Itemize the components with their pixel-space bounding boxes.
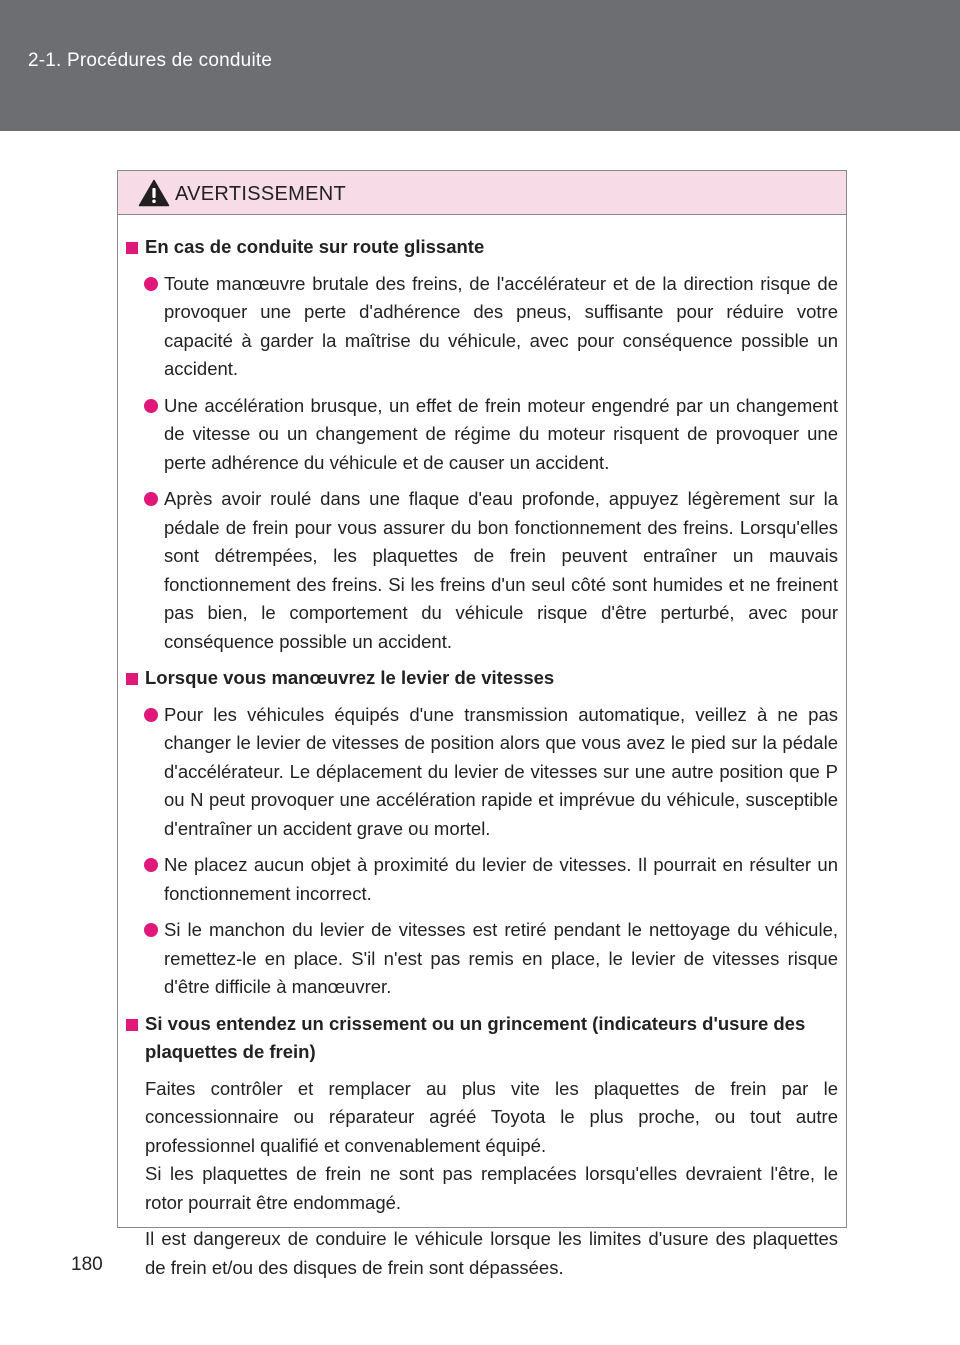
bullet-item: Toute manœuvre brutale des freins, de l'accélérateur et de la direction risque de provoquer une perte d'adhérence des pneus, suffisante pour réduire votre capacité à garder la maîtrise du véhicule, avec pour conséquence possible un accident. [126,270,838,384]
round-bullet-icon [144,708,158,722]
warning-box [117,170,847,1278]
section-title: 2-1. Procédures de conduite [28,50,273,71]
paragraph: Si les plaquettes de frein ne sont pas remplacées lorsqu'elles devraient l'être, le rotor pourrait être endommagé. [145,1163,838,1213]
bullet-item: Pour les véhicules équipés d'une transmission automatique, veillez à ne pas changer le levier de vitesses de position alors que vous avez le pied sur la pédale d'accélérateur. Le déplacement du levier de vitesses sur une autre position que P ou N peut provoquer une accélération rapide et imprévue du véhicule, susceptible d'entraîner un accident grave ou mortel. [126,701,838,844]
warning-title: AVERTISSEMENT [175,183,346,205]
square-bullet-icon [126,1019,138,1031]
page-number: 180 [71,1254,103,1275]
bullet-item: Si le manchon du levier de vitesses est retiré pendant le nettoyage du véhicule, remettez-le en place. S'il n'est pas remis en place, le levier de vitesses risque d'être difficile à manœuvrer. [126,916,838,1002]
paragraph: Faites contrôler et remplacer au plus vite les plaquettes de frein par le concessionnaire ou réparateur agréé Toyota le plus proche, ou tout autre professionnel qualifié et convenablement équipé. [145,1077,838,1156]
bullet-item: Ne placez aucun objet à proximité du levier de vitesses. Il pourrait en résulter un fonctionnement incorrect. [126,851,838,908]
section-heading: En cas de conduite sur route glissante [126,233,838,262]
warning-body [118,215,846,1282]
section-heading: Lorsque vous manœuvrez le levier de vitesses [126,664,838,693]
round-bullet-icon [144,858,158,872]
square-bullet-icon [126,673,138,685]
round-bullet-icon [144,399,158,413]
round-bullet-icon [144,277,158,291]
section-heading: Si vous entendez un crissement ou un grincement (indicateurs d'usure des plaquettes de frein) [126,1010,838,1067]
square-bullet-icon [126,242,138,254]
bullet-item: Après avoir roulé dans une flaque d'eau profonde, appuyez légèrement sur la pédale de frein pour vous assurer du bon fonctionnement des freins. Lorsqu'elles sont détrempées, les plaquettes de frein peuvent entraîner un mauvais fonctionnement des freins. Si les freins d'un seul côté sont humides et ne freinent pas bien, le comportement du véhicule risque d'être perturbé, avec pour conséquence possible un accident. [126,485,838,656]
round-bullet-icon [144,492,158,506]
round-bullet-icon [144,923,158,937]
warning-triangle-icon [138,179,170,207]
paragraph: Il est dangereux de conduire le véhicule lorsque les limites d'usure des plaquettes de frein et/ou des disques de frein sont dépassées. [145,1228,838,1278]
warning-header [118,171,846,215]
bullet-item: Une accélération brusque, un effet de frein moteur engendré par un changement de vitesse ou un changement de régime du moteur risquent de provoquer une perte adhérence du véhicule et de causer un accident. [126,392,838,478]
header-band [0,0,960,131]
